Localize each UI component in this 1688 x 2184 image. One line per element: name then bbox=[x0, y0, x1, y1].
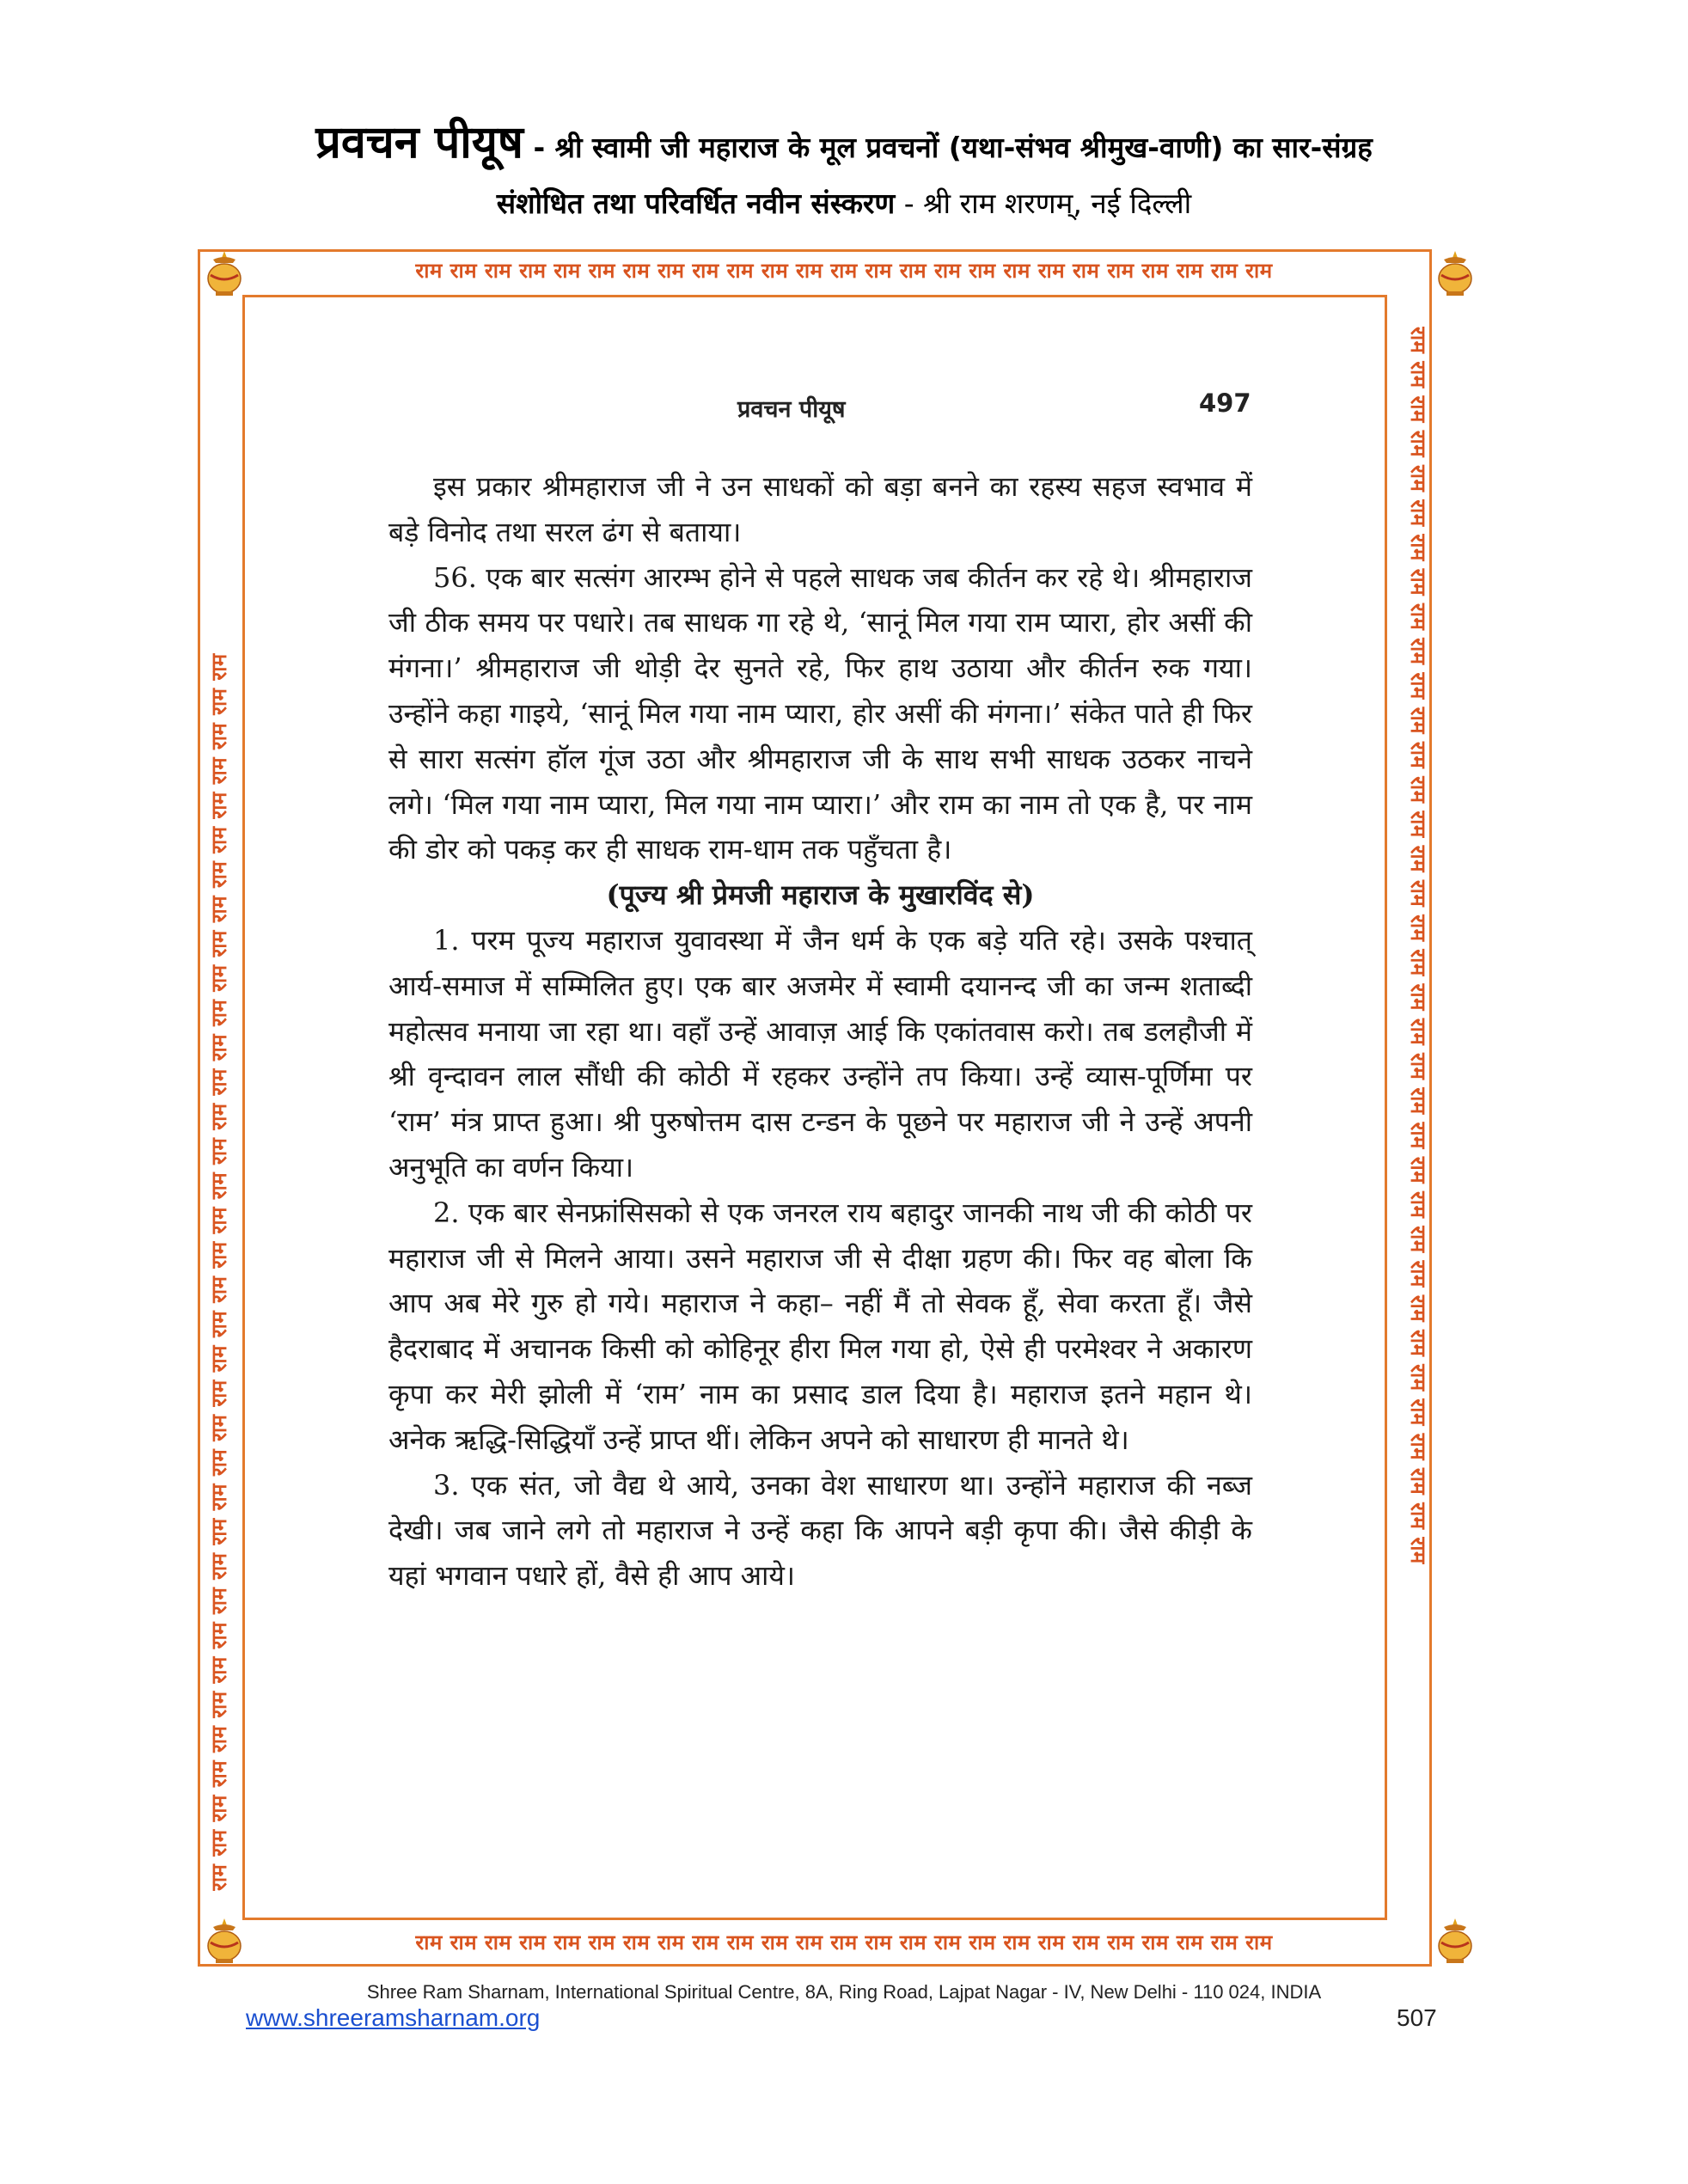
book-page-number: 497 bbox=[1199, 388, 1251, 418]
document-title bbox=[0, 110, 1688, 171]
kalash-icon bbox=[1434, 1917, 1477, 1965]
paragraph: 3. एक संत, जो वैद्य थे आये, उनका वेश साधारण था। उन्होंने महाराज की नब्ज देखी। जब जाने लगे तो महाराज ने उन्हें कहा कि आपने बड़ी कृपा की। जैसे कीड़ी के यहां भगवान पधारे हों, वैसे ही आप आये। bbox=[388, 1468, 1252, 1593]
title-subtitle: - श्री स्वामी जी महाराज के मूल प्रवचनों (यथा-संभव श्रीमुख-वाणी) का सार-संग्रह bbox=[523, 131, 1373, 164]
kalash-icon bbox=[203, 249, 246, 297]
edition-bold: संशोधित तथा परिवर्धित नवीन संस्करण bbox=[496, 187, 896, 220]
page-body bbox=[388, 464, 1252, 1599]
kalash-icon bbox=[1434, 249, 1477, 297]
kalash-icon bbox=[203, 1917, 246, 1965]
running-head: प्रवचन पीयूष bbox=[737, 396, 846, 423]
paragraph: 2. एक बार सेनफ्रांसिसको से एक जनरल राय बहादुर जानकी नाथ जी की कोठी पर महाराज जी से मिलने आया। उसने महाराज जी से दीक्षा ग्रहण की। फिर वह बोला कि आप अब मेरे गुरु हो गये। महाराज ने कहा– नहीं मैं तो सेवक हूँ, सेवा करता हूँ। जैसे हैदराबाद में अचानक किसी को कोहिनूर हीरा मिल गया हो, ऐसे ही परमेश्वर ने अकारण कृपा कर मेरी झोली में ‘राम’ नाम का प्रसाद डाल दिया है। महाराज इतने महान थे। अनेक ऋद्धि-सिद्धियाँ उन्हें प्राप्त थीं। लेकिन अपने को साधारण ही मानते थे। bbox=[388, 1196, 1252, 1456]
paragraph: 56. एक बार सत्संग आरम्भ होने से पहले साधक जब कीर्तन कर रहे थे। श्रीमहाराज जी ठीक समय पर पधारे। तब साधक गा रहे थे, ‘सानूं मिल गया राम प्यारा, होर असीं की मंगना।’ श्रीमहाराज जी थोड़ी देर सुनते रहे, फिर हाथ उठाया और कीर्तन रुक गया। उन्होंने कहा गाइये, ‘सानूं मिल गया नाम प्यारा, होर असीं की मंगना।’ संकेत पाते ही फिर से सारा सत्संग हॉल गूंज उठा और श्रीमहाराज जी के साथ सभी साधक उठकर नाचने लगे। ‘मिल गया नाम प्यारा, मिल गया नाम प्यारा।’ और राम का नाम तो एक है, पर नाम की डोर को पकड़ कर ही साधक राम-धाम तक पहुँचता है। bbox=[388, 560, 1252, 866]
border-right-ram-text: राम राम राम राम राम राम राम राम राम राम राम राम राम राम राम राम राम राम राम राम राम राम राम राम राम राम राम राम राम राम राम राम राम राम राम राम bbox=[1406, 327, 1430, 1564]
section-heading: (पूज्य श्री प्रेमजी महाराज के मुखारविंद से) bbox=[606, 878, 1035, 912]
paragraph: इस प्रकार श्रीमहाराज जी ने उन साधकों को बड़ा बनने का रहस्य सहज स्वभाव में बड़े विनोद तथा सरल ढंग से बताया। bbox=[388, 470, 1252, 548]
paragraph: 1. परम पूज्य महाराज युवावस्था में जैन धर्म के एक बड़े यति रहे। उसके पश्चात् आर्य-समाज में सम्मिलित हुए। एक बार अजमेर में स्वामी दयानन्द जी का जन्म शताब्दी महोत्सव मनाया जा रहा था। वहाँ उन्हें आवाज़ आई कि एकांतवास करो। तब डलहौजी में श्री वृन्दावन लाल सौंधी की कोठी में रहकर उन्होंने तप किया। उन्हें व्यास-पूर्णिमा पर ‘राम’ मंत्र प्राप्त हुआ। श्री पुरुषोत्तम दास टन्डन के पूछने पर महाराज जी ने उन्हें अपनी अनुभूति का वर्णन किया। bbox=[388, 923, 1252, 1184]
edition-line bbox=[0, 183, 1688, 222]
title-main: प्रवचन पीयूष bbox=[315, 117, 523, 168]
pdf-page-number: 507 bbox=[1397, 2004, 1437, 2031]
border-bottom-ram-text: राम राम राम राम राम राम राम राम राम राम राम राम राम राम राम राम राम राम राम राम राम राम राम राम राम bbox=[415, 1930, 1273, 1955]
edition-rest: - श्री राम शरणम्, नई दिल्ली bbox=[895, 187, 1192, 220]
border-left-ram-text: राम राम राम राम राम राम राम राम राम राम राम राम राम राम राम राम राम राम राम राम राम राम राम राम राम राम राम राम राम राम राम राम राम राम राम राम bbox=[207, 653, 231, 1891]
website-link[interactable]: www.shreeramsharnam.org bbox=[246, 2004, 541, 2031]
footer-address: Shree Ram Sharnam, International Spiritual Centre, 8A, Ring Road, Lajpat Nagar - IV, New Delhi - 110 024, INDIA bbox=[366, 1981, 1322, 2003]
border-top-ram-text: राम राम राम राम राम राम राम राम राम राम राम राम राम राम राम राम राम राम राम राम राम राम राम राम राम bbox=[415, 259, 1273, 283]
